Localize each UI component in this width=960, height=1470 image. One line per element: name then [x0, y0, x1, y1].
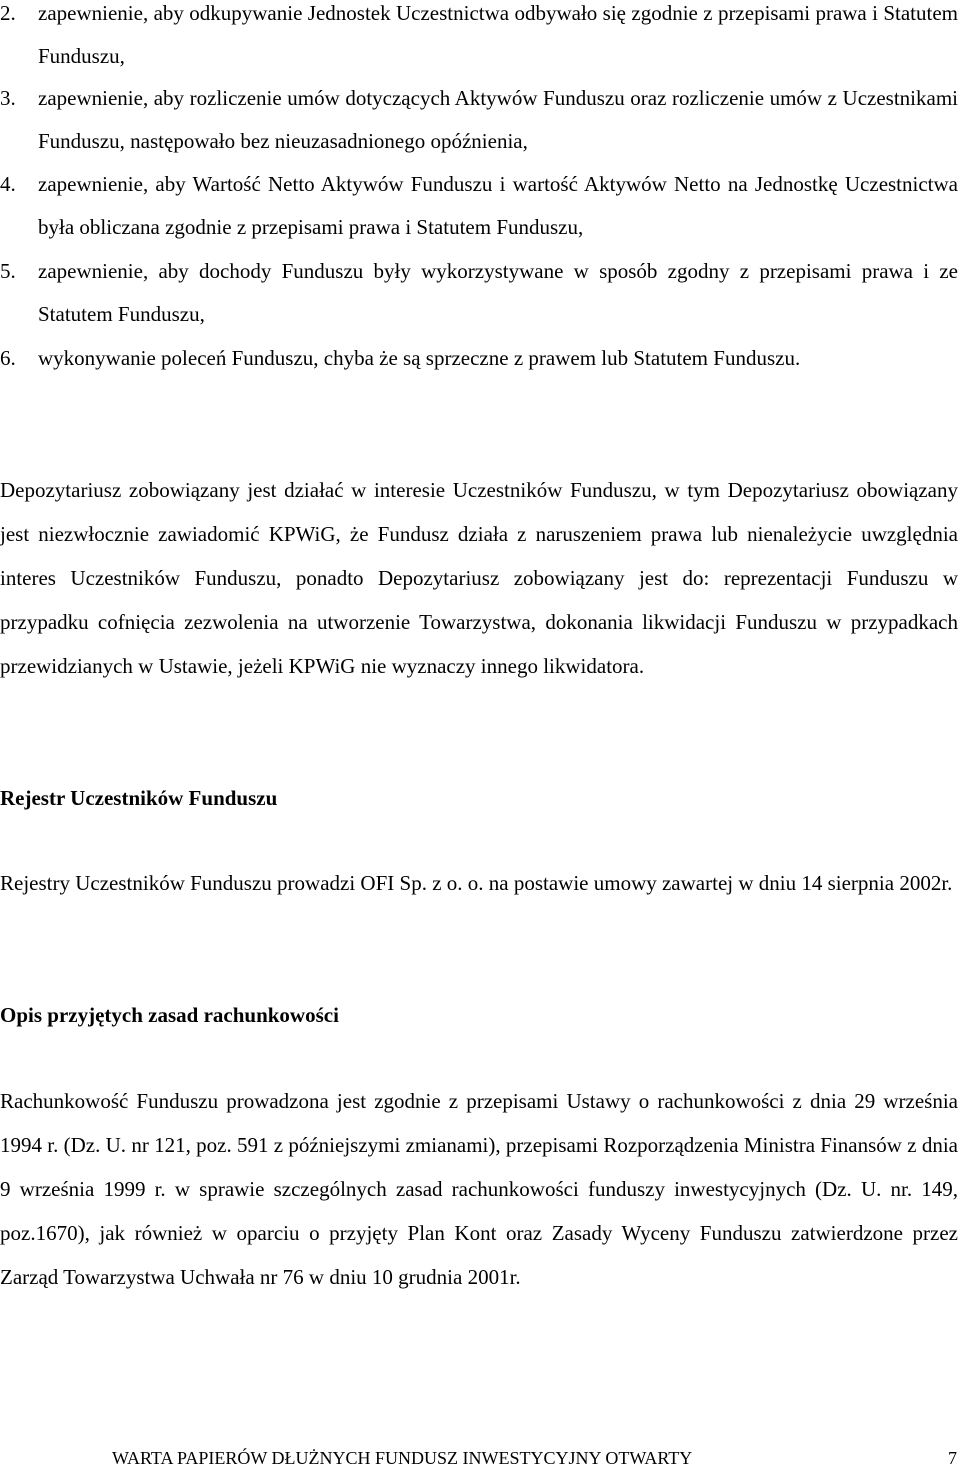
- depositary-paragraph: Depozytariusz zobowiązany jest działać w interesie Uczestników Funduszu, w tym Depozytariusz obowiązany jest niezwłocznie zawiadomić KPWiG, że Fundusz działa z naruszeniem prawa lub nienależycie uwzględnia interes Uczestników Funduszu, ponadto Depozytariusz zobowiązany jest do: reprezentacji Funduszu w przypadku cofnięcia zezwolenia na utworzenie Towarzystwa, dokonania likwidacji Funduszu w przypadkach przewidzianych w Ustawie, jeżeli KPWiG nie wyznaczy innego likwidatora.: [0, 478, 958, 678]
- accounting-heading: Opis przyjętych zasad rachunkowości: [0, 1003, 339, 1027]
- list-item-text: zapewnienie, aby Wartość Netto Aktywów Funduszu i wartość Aktywów Netto na Jednostkę Uczestnictwa była obliczana zgodnie z przepisami prawa i Statutem Funduszu,: [38, 172, 958, 239]
- list-item-number: 5.: [0, 259, 16, 283]
- list-item-number: 6.: [0, 346, 16, 370]
- page-number: 7: [948, 1448, 957, 1468]
- list-item-text: wykonywanie poleceń Funduszu, chyba że są sprzeczne z prawem lub Statutem Funduszu.: [38, 346, 801, 370]
- list-item-text: zapewnienie, aby odkupywanie Jednostek Uczestnictwa odbywało się zgodnie z przepisami prawa i Statutem Funduszu,: [38, 1, 958, 68]
- accounting-paragraph: Rachunkowość Funduszu prowadzona jest zgodnie z przepisami Ustawy o rachunkowości z dnia 29 września 1994 r. (Dz. U. nr 121, poz. 591 z późniejszymi zmianami), przepisami Rozporządzenia Ministra Finansów z dnia 9 września 1999 r. w sprawie szczególnych zasad rachunkowości funduszy inwestycyjnych (Dz. U. nr. 149, poz.1670), jak również w oparciu o przyjęty Plan Kont oraz Zasady Wyceny Funduszu zatwierdzone przez Zarząd Towarzystwa Uchwała nr 76 w dniu 10 grudnia 2001r.: [0, 1089, 958, 1289]
- list-item-number: 4.: [0, 172, 16, 196]
- register-paragraph: Rejestry Uczestników Funduszu prowadzi OFI Sp. z o. o. na postawie umowy zawartej w dniu 14 sierpnia 2002r.: [0, 871, 953, 895]
- list-item-text: zapewnienie, aby dochody Funduszu były wykorzystywane w sposób zgodny z przepisami prawa i ze Statutem Funduszu,: [38, 259, 958, 326]
- register-heading: Rejestr Uczestników Funduszu: [0, 786, 278, 810]
- list-item-number: 3.: [0, 86, 16, 110]
- list-item-number: 2.: [0, 1, 16, 25]
- list-item-text: zapewnienie, aby rozliczenie umów dotyczących Aktywów Funduszu oraz rozliczenie umów z Uczestnikami Funduszu, następowało bez nieuzasadnionego opóźnienia,: [38, 86, 958, 153]
- footer-fund-name: WARTA PAPIERÓW DŁUŻNYCH FUNDUSZ INWESTYCYJNY OTWARTY: [112, 1448, 693, 1468]
